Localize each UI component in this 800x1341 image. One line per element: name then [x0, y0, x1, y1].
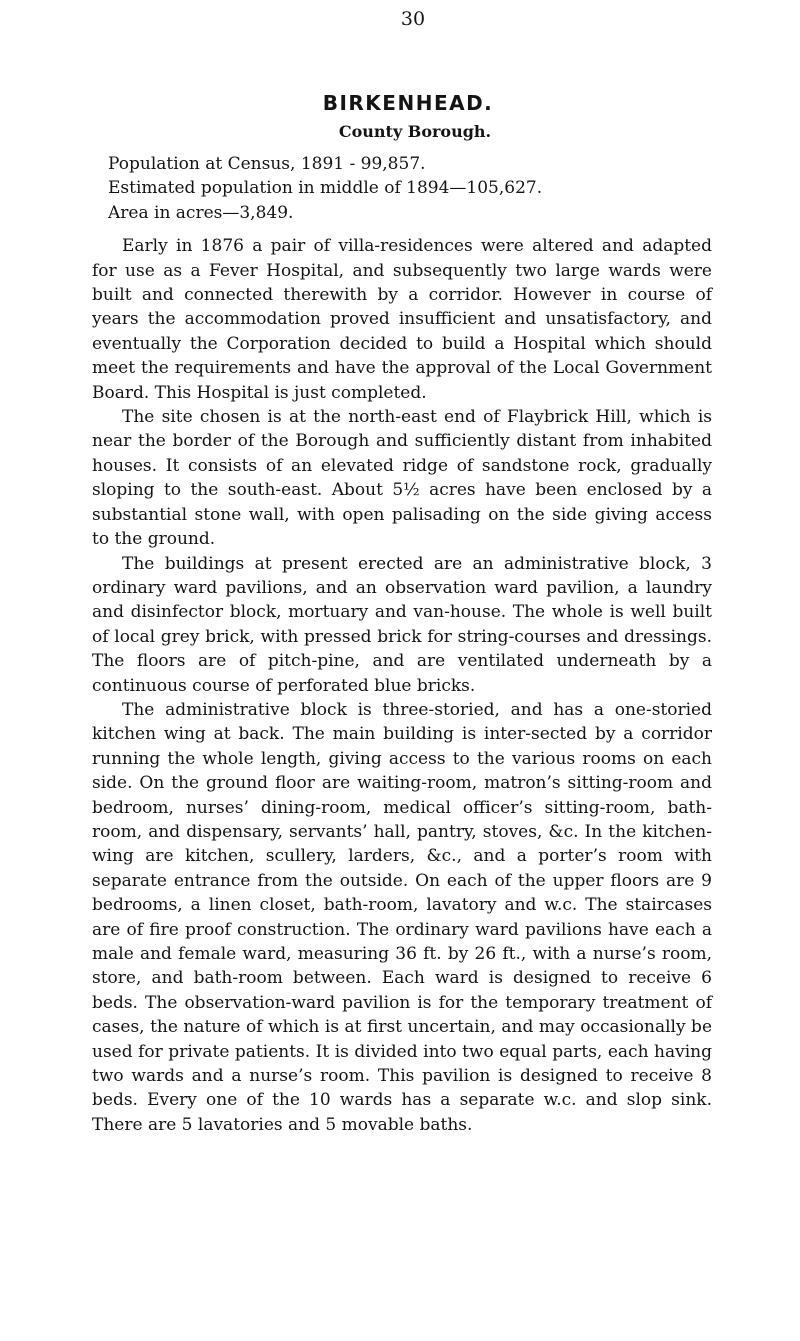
paragraph-administrative-block: The administrative block is three-storied, and has a one-storied kitchen wing at back. The main building is inter-sected by a corridor running the whole length, giving access to the various rooms on each side. On the ground floor are waiting-room, matron’s sitting-room and bedroom, nurses’ dining-room, medical officer’s sitting-room, bath-room, and dispensary, servants’ hall, pantry, stoves, &c. In the kitchen-wing are kitchen, scullery, larders, &c., and a porter’s room with separate entrance from the outside. On each of the upper floors are 9 bedrooms, a linen closet, bath-room, lavatory and w.c. The staircases are of fire proof construction. The ordinary ward pavilions have each a male and female ward, measuring 36 ft. by 26 ft., with a nurse’s room, store, and bath-room between. Each ward is designed to receive 6 beds. The observation-ward pavilion is for the temporary treatment of cases, the nature of which is at first uncertain, and may occasionally be used for private patients. It is divided into two equal parts, each having two wards and a nurse’s room. This pavilion is designed to receive 8 beds. Every one of the 10 wards has a separate w.c. and slop sink. There are 5 lavatories and 5 movable baths.: [92, 699, 712, 1135]
statistics-block: [92, 152, 712, 225]
population-census-line: Population at Census, 1891 - 99,857.: [108, 154, 426, 174]
paragraph-buildings: The buildings at present erected are an administrative block, 3 ordinary ward pavilions, and an observation ward pavilion, a laundry and disinfector block, mortuary and van-house. The whole is well built of local grey brick, with pressed brick for string-courses and dressings. The floors are of pitch-pine, and are ventilated underneath by a continuous course of perforated blue bricks.: [92, 553, 712, 696]
estimated-population-line: Estimated population in middle of 1894—105,627.: [108, 178, 543, 199]
page-subtitle: County Borough.: [338, 122, 492, 141]
paragraph-history: Early in 1876 a pair of villa-residences were altered and adapted for use as a Fever Hospital, and subsequently two large wards were built and connected therewith by a corridor. However in course of years the accommodation proved insufficient and unsatisfactory, and eventually the Corporation decided to build a Hospital which should meet the requirements and have the approval of the Local Government Board. This Hospital is just completed.: [92, 236, 712, 403]
page-title: BIRKENHEAD.: [322, 91, 494, 115]
paragraph-site: The site chosen is at the north-east end of Flaybrick Hill, which is near the border of the Borough and sufficiently distant from inhabited houses. It consists of an elevated ridge of sandstone rock, gradually sloping to the south-east. About 5½ acres have been enclosed by a substantial stone wall, with open palisading on the side giving access to the ground.: [92, 407, 712, 550]
document-page: [92, 0, 712, 1137]
area-line: Area in acres—3,849.: [108, 202, 294, 223]
page-number: 30: [400, 8, 426, 30]
